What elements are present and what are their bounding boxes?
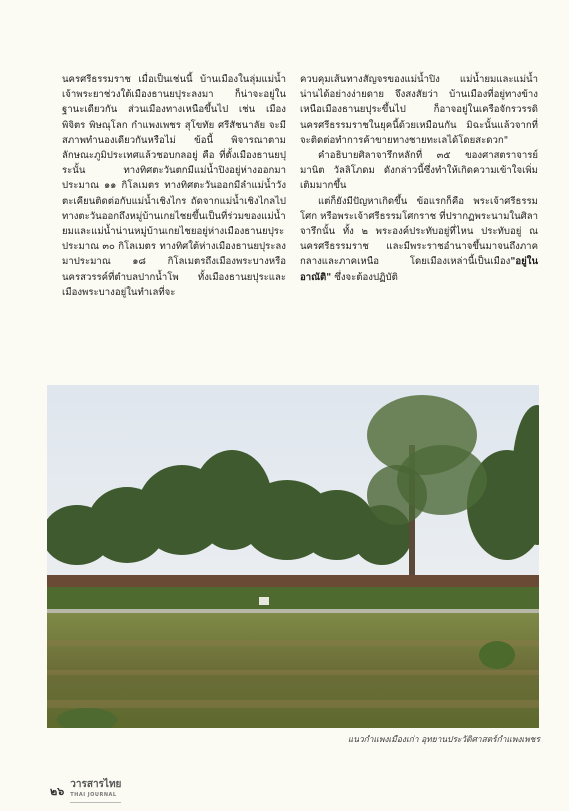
right-text-column xyxy=(300,72,538,285)
magazine-name: วารสารไทย xyxy=(70,779,122,790)
page-number: ๒๖ xyxy=(50,785,65,798)
ancient-city-wall-photo xyxy=(47,385,539,728)
right-paragraph-1: ควบคุมเส้นทางสัญจรของแม่น้ำปิง แม่น้ำยมและแม่น้ำน่านได้อย่างง่ายดาย จึงสงสัยว่า บ้านเมืองที่อยู่ทางข้างเหนือเมืองธานยปุระขึ้นไป ก็อาจอยู่ในเครือจักรวรรดินครศรีธรรมราชในยุคนี้ด้วยเหมือนกัน มิฉะนั้นแล้วจากที่จะติดต่อทำการค้าขายทางชายทะเลได้โดยสะดวก" xyxy=(300,74,538,146)
right-paragraph-2: คำอธิบายศิลาจารึกหลักที่ ๓๕ ของศาสตราจารย์มานิต วัลลิโภดม ดังกล่าวนี้ซึ่งทำให้เกิดความเข้าใจเพิ่มเติมมากขึ้น xyxy=(300,150,538,192)
right-paragraph-3-tail: ซึ่งจะต้องปฏิบัติ xyxy=(331,271,398,283)
emphasis-text: "อยู่ในอาณัติ" xyxy=(300,256,538,283)
photo-illustration xyxy=(47,385,539,728)
path xyxy=(47,609,539,613)
bush xyxy=(479,641,515,669)
left-text-column xyxy=(62,72,286,300)
sign-board xyxy=(259,597,269,605)
photo-caption: แนวกำแพงเมืองเก่า อุทยานประวัติศาสตร์กำแพงเพชร xyxy=(347,734,540,744)
magazine-subtitle: THAI JOURNAL xyxy=(70,792,117,798)
left-paragraph-1: นครศรีธรรมราช เมื่อเป็นเช่นนี้ บ้านเมืองในลุ่มแม่น้ำเจ้าพระยาช่วงใต้เมืองธานยปุระลงมา ก็น่าจะอยู่ในฐานะเดียวกัน ส่วนเมืองทางเหนือขึ้นไป เช่น เมืองพิจิตร พิษณุโลก กำแพงเพชร สุโขทัย ศรีสัชนาลัย จะมีสภาพทำนองเดียวกันหรือไม่ ข้อนี้ พิจารณาตามลักษณะภูมิประเทศแล้วชอบกลอยู่ คือ ที่ตั้งเมืองธานยปุระนั้น ทางทิศตะวันตกมีแม่น้ำปิงอยู่ห่างออกมาประมาณ ๑๑ กิโลเมตร ทางทิศตะวันออกมีลำแม่น้ำวังตะเคียนติดต่อกับแม่น้ำเชิงไกร ถัดจากแม่น้ำเชิงไกลไปทางตะวันออกถึงหมู่บ้านเกยไชยขึ้นเป็นที่ร่วมของแม่น้ำยมและแม่น้ำน่านหมู่บ้านเกยไชยอยู่ห่างเมืองธานยปุระประมาณ ๓๐ กิโลเมตร ทางทิศใต้ห่างเมืองธานยปุระลงมาประมาณ ๑๘ กิโลเมตรถึงเมืองพระบางหรือนครสวรรค์ที่ตำบลปากน้ำโพ ทั้งเมืองธานยปุระและเมืองพระบางอยู่ในทำเลที่จะ xyxy=(62,74,286,298)
right-paragraph-3-text: แต่ก็ยังมีปัญหาเกิดขึ้น ข้อแรกก็คือ พระเจ้าศรีธรรมโศก หรือพระเจ้าศรีธรรมโศกราช ที่ปรากฏพระนามในศิลาจารึกนั้น ทั้ง ๒ พระองค์ประทับอยู่ที่ไหน ประทับอยู่ ณ นครศรีธรรมราช และมีพระราชอำนาจขึ้นมาจนถึงภาคกลางและภาคเหนือ โดยเมืองเหล่านี้เป็นเมือง xyxy=(300,195,538,268)
embankment xyxy=(47,587,539,609)
old-wall xyxy=(47,575,539,587)
right-paragraph-3 xyxy=(300,194,538,285)
page-footer xyxy=(50,779,121,803)
magazine-logo xyxy=(70,779,121,803)
